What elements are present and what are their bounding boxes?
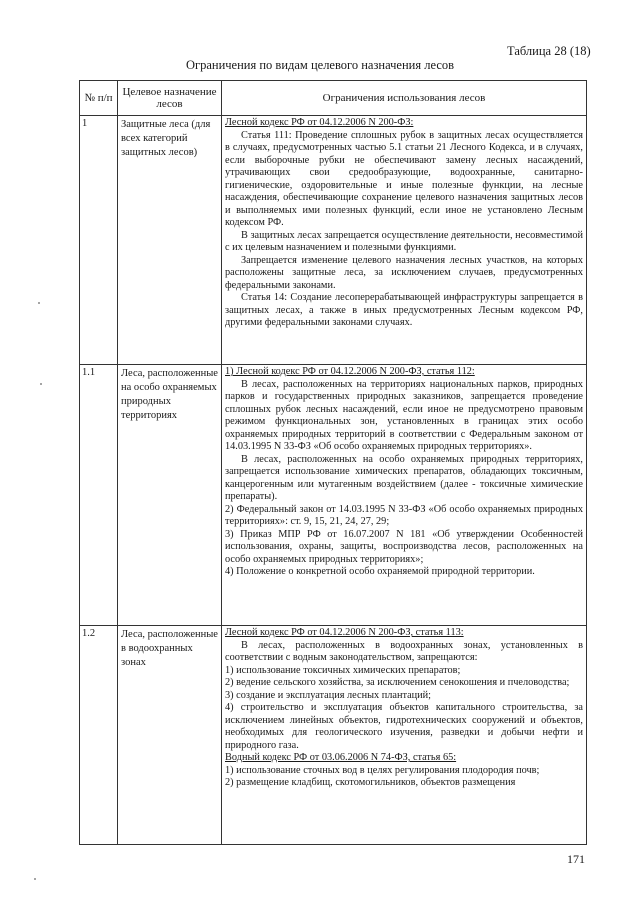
paragraph: В лесах, расположенных в водоохранных зонах, установленных в соответствии с водным законодательством, запрещаются: — [225, 639, 583, 663]
row-number: 1.1 — [80, 365, 118, 626]
paragraph: В защитных лесах запрещается осуществление деятельности, несовместимой с их целевым назначением и полезными функциями. — [225, 229, 583, 253]
paragraph: В лесах, расположенных на территориях национальных парков, природных парков и государственных природных заказников, запрещается проведение сплошных рубок лесных насаждений, если иное не предусмотрено правовым режимом функциональных зон, установленных в границах этих особо охраняемых природных территорий в соответствии с Федеральным законом от 14.03.1995 N 33-ФЗ «Об особо охраняемых природных территориях». — [225, 378, 583, 452]
header-num: № п/п — [80, 81, 118, 116]
list-item: 1) использование токсичных химических препаратов; — [225, 664, 461, 676]
row-category: Защитные леса (для всех категорий защитных лесов) — [118, 116, 222, 365]
list-item: 4) строительство и эксплуатация объектов капитального строительства, за исключением линейных объектов, гидротехнических сооружений и объектов, необходимых для геологического изучения, разведки и добычи нефти и природного газа. — [225, 702, 583, 751]
table-row — [80, 116, 587, 365]
row-restrictions — [222, 116, 587, 365]
paragraph: Статья 14: Создание лесоперерабатывающей инфраструктуры запрещается в защитных лесах, а также в иных предусмотренных Лесным кодексом РФ, другими федеральными законами случаях. — [225, 292, 583, 328]
list-item: 2) ведение сельского хозяйства, за исключением сенокошения и пчеловодства; — [225, 677, 570, 688]
row-restrictions — [222, 365, 587, 626]
row-number: 1.2 — [80, 626, 118, 845]
table-row — [80, 626, 587, 845]
scan-speck — [40, 383, 42, 385]
law-reference: 1) Лесной кодекс РФ от 04.12.2006 N 200-ФЗ, статья 112: — [225, 366, 475, 377]
list-item: 3) создание и эксплуатация лесных плантаций; — [225, 689, 432, 701]
paragraph: В лесах, расположенных на особо охраняемых природных территориях, запрещается использование химических препаратов, обладающих токсичным, канцерогенным или мутагенным воздействием (далее - токсичные химические препараты). — [225, 453, 583, 502]
restrictions-table — [79, 80, 587, 845]
page-number: 171 — [567, 852, 585, 866]
paragraph: 4) Положение о конкретной особо охраняемой природной территории. — [225, 566, 535, 577]
list-item: 1) использование сточных вод в целях регулирования плодородия почв; — [225, 764, 540, 776]
scan-speck — [38, 302, 40, 304]
header-restrictions: Ограничения использования лесов — [222, 81, 587, 116]
table-header-row — [80, 81, 587, 116]
law-reference: Водный кодекс РФ от 03.06.2006 N 74-ФЗ, статья 65: — [225, 752, 457, 763]
row-category: Леса, расположенные на особо охраняемых природных территориях — [118, 365, 222, 626]
law-reference: Лесной кодекс РФ от 04.12.2006 N 200-ФЗ: — [225, 117, 414, 128]
row-number: 1 — [80, 116, 118, 365]
table-row — [80, 365, 587, 626]
law-reference: 2) Федеральный закон от 14.03.1995 N 33-ФЗ «Об особо охраняемых природных территориях»: ст. 9, 15, 21, 24, 27, 29; — [225, 503, 583, 527]
scan-speck — [34, 878, 36, 880]
law-reference: 3) Приказ МПР РФ от 16.07.2007 N 181 «Об утверждении Особенностей использования, охраны, защиты, воспроизводства лесов, расположенных на особо охраняемых природных территориях»; — [225, 528, 583, 565]
list-item: 2) размещение кладбищ, скотомогильников, объектов размещения — [225, 777, 516, 788]
table-label: Таблица 28 (18) — [507, 44, 591, 58]
paragraph: Запрещается изменение целевого назначения лесных участков, на которых расположены защитные леса, за исключением случаев, предусмотренных федеральными законами. — [225, 254, 583, 291]
row-restrictions — [222, 626, 587, 845]
page-title: Ограничения по видам целевого назначения лесов — [185, 58, 455, 72]
law-reference: Лесной кодекс РФ от 04.12.2006 N 200-ФЗ, статья 113: — [225, 627, 464, 638]
paragraph: Статья 111: Проведение сплошных рубок в защитных лесах осуществляется в случаях, предусмотренных частью 5.1 статьи 21 Лесного Кодекса, и в случаях, если выборочные рубки не обеспечивают замену лесных насаждений, утрачивающих свои средообразующие, водоохранные, санитарно-гигиенические, оздоровительные и иные полезные функции, на лесные насаждения, обеспечивающие сохранение целевого назначения защитных лесов и выполняемых ими полезных функций, если иное не установлено Лесным кодексом РФ. — [225, 129, 583, 228]
header-purpose: Целевое назначение лесов — [118, 81, 222, 116]
row-category: Леса, расположенные в водоохранных зонах — [118, 626, 222, 845]
